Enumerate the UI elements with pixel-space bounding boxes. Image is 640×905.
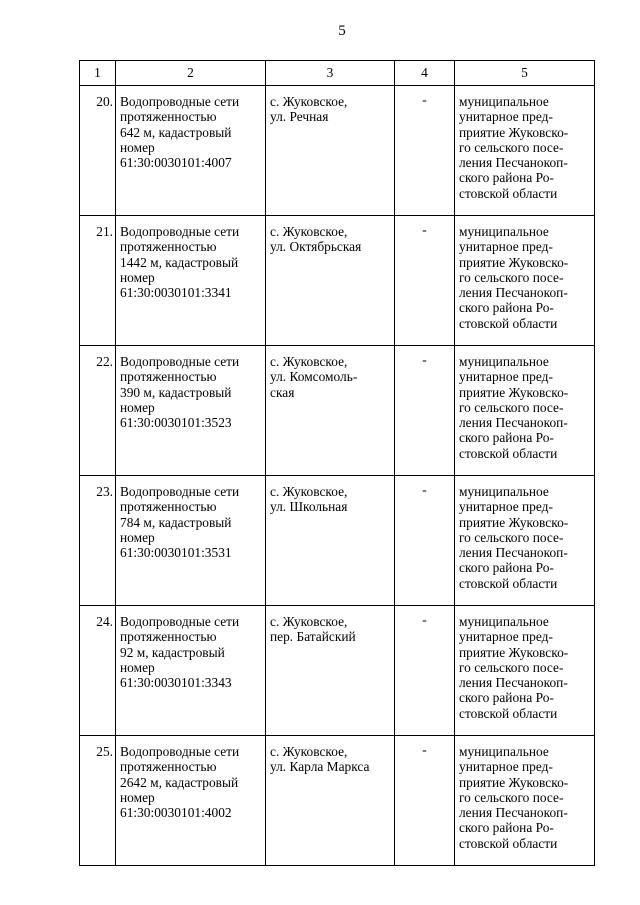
object-description: Водопроводные сети протяженностью 92 м, кадастровый номер 61:30:0030101:3343: [120, 614, 240, 691]
table-row: [80, 606, 595, 736]
column-4-value: -: [395, 86, 455, 216]
table-row: [80, 86, 595, 216]
object-address: с. Жуковское, ул. Карла Маркса: [270, 744, 370, 775]
owner-description: муниципальное унитарное пред- приятие Жуковско- го сельского посе- ления Песчанокоп- ского района Ро- стовской области: [459, 744, 569, 851]
object-description: Водопроводные сети протяженностью 390 м, кадастровый номер 61:30:0030101:3523: [120, 354, 240, 431]
object-address: с. Жуковское, ул. Школьная: [270, 484, 348, 515]
row-number: 24.: [80, 606, 116, 736]
row-number: 20.: [80, 86, 116, 216]
column-4-value: -: [395, 736, 455, 866]
property-table: [79, 60, 595, 866]
owner-description: муниципальное унитарное пред- приятие Жуковско- го сельского посе- ления Песчанокоп- ского района Ро- стовской области: [459, 94, 569, 201]
row-number: 22.: [80, 346, 116, 476]
owner-description: муниципальное унитарное пред- приятие Жуковско- го сельского посе- ления Песчанокоп- ского района Ро- стовской области: [459, 484, 569, 591]
column-header: 2: [116, 61, 266, 86]
owner-description: муниципальное унитарное пред- приятие Жуковско- го сельского посе- ления Песчанокоп- ского района Ро- стовской области: [459, 614, 569, 721]
column-4-value: -: [395, 346, 455, 476]
object-address: с. Жуковское, пер. Батайский: [270, 614, 356, 645]
column-header: 4: [395, 61, 455, 86]
object-description: Водопроводные сети протяженностью 2642 м, кадастровый номер 61:30:0030101:4002: [120, 744, 240, 821]
object-description: Водопроводные сети протяженностью 784 м, кадастровый номер 61:30:0030101:3531: [120, 484, 240, 561]
table-row: [80, 346, 595, 476]
owner-description: муниципальное унитарное пред- приятие Жуковско- го сельского посе- ления Песчанокоп- ского района Ро- стовской области: [459, 354, 569, 461]
object-description: Водопроводные сети протяженностью 642 м, кадастровый номер 61:30:0030101:4007: [120, 94, 240, 171]
column-4-value: -: [395, 216, 455, 346]
object-address: с. Жуковское, ул. Октябрьская: [270, 224, 362, 255]
table-header-row: [80, 61, 595, 86]
column-4-value: -: [395, 606, 455, 736]
table-row: [80, 216, 595, 346]
page-number: 5: [338, 23, 346, 39]
object-address: с. Жуковское, ул. Речная: [270, 94, 348, 125]
column-header: 1: [80, 61, 116, 86]
object-address: с. Жуковское, ул. Комсомоль- ская: [270, 354, 358, 400]
row-number: 25.: [80, 736, 116, 866]
column-header: 3: [266, 61, 395, 86]
object-description: Водопроводные сети протяженностью 1442 м, кадастровый номер 61:30:0030101:3341: [120, 224, 240, 301]
table-row: [80, 736, 595, 866]
column-header: 5: [455, 61, 595, 86]
column-4-value: -: [395, 476, 455, 606]
table-row: [80, 476, 595, 606]
row-number: 21.: [80, 216, 116, 346]
owner-description: муниципальное унитарное пред- приятие Жуковско- го сельского посе- ления Песчанокоп- ского района Ро- стовской области: [459, 224, 569, 331]
row-number: 23.: [80, 476, 116, 606]
